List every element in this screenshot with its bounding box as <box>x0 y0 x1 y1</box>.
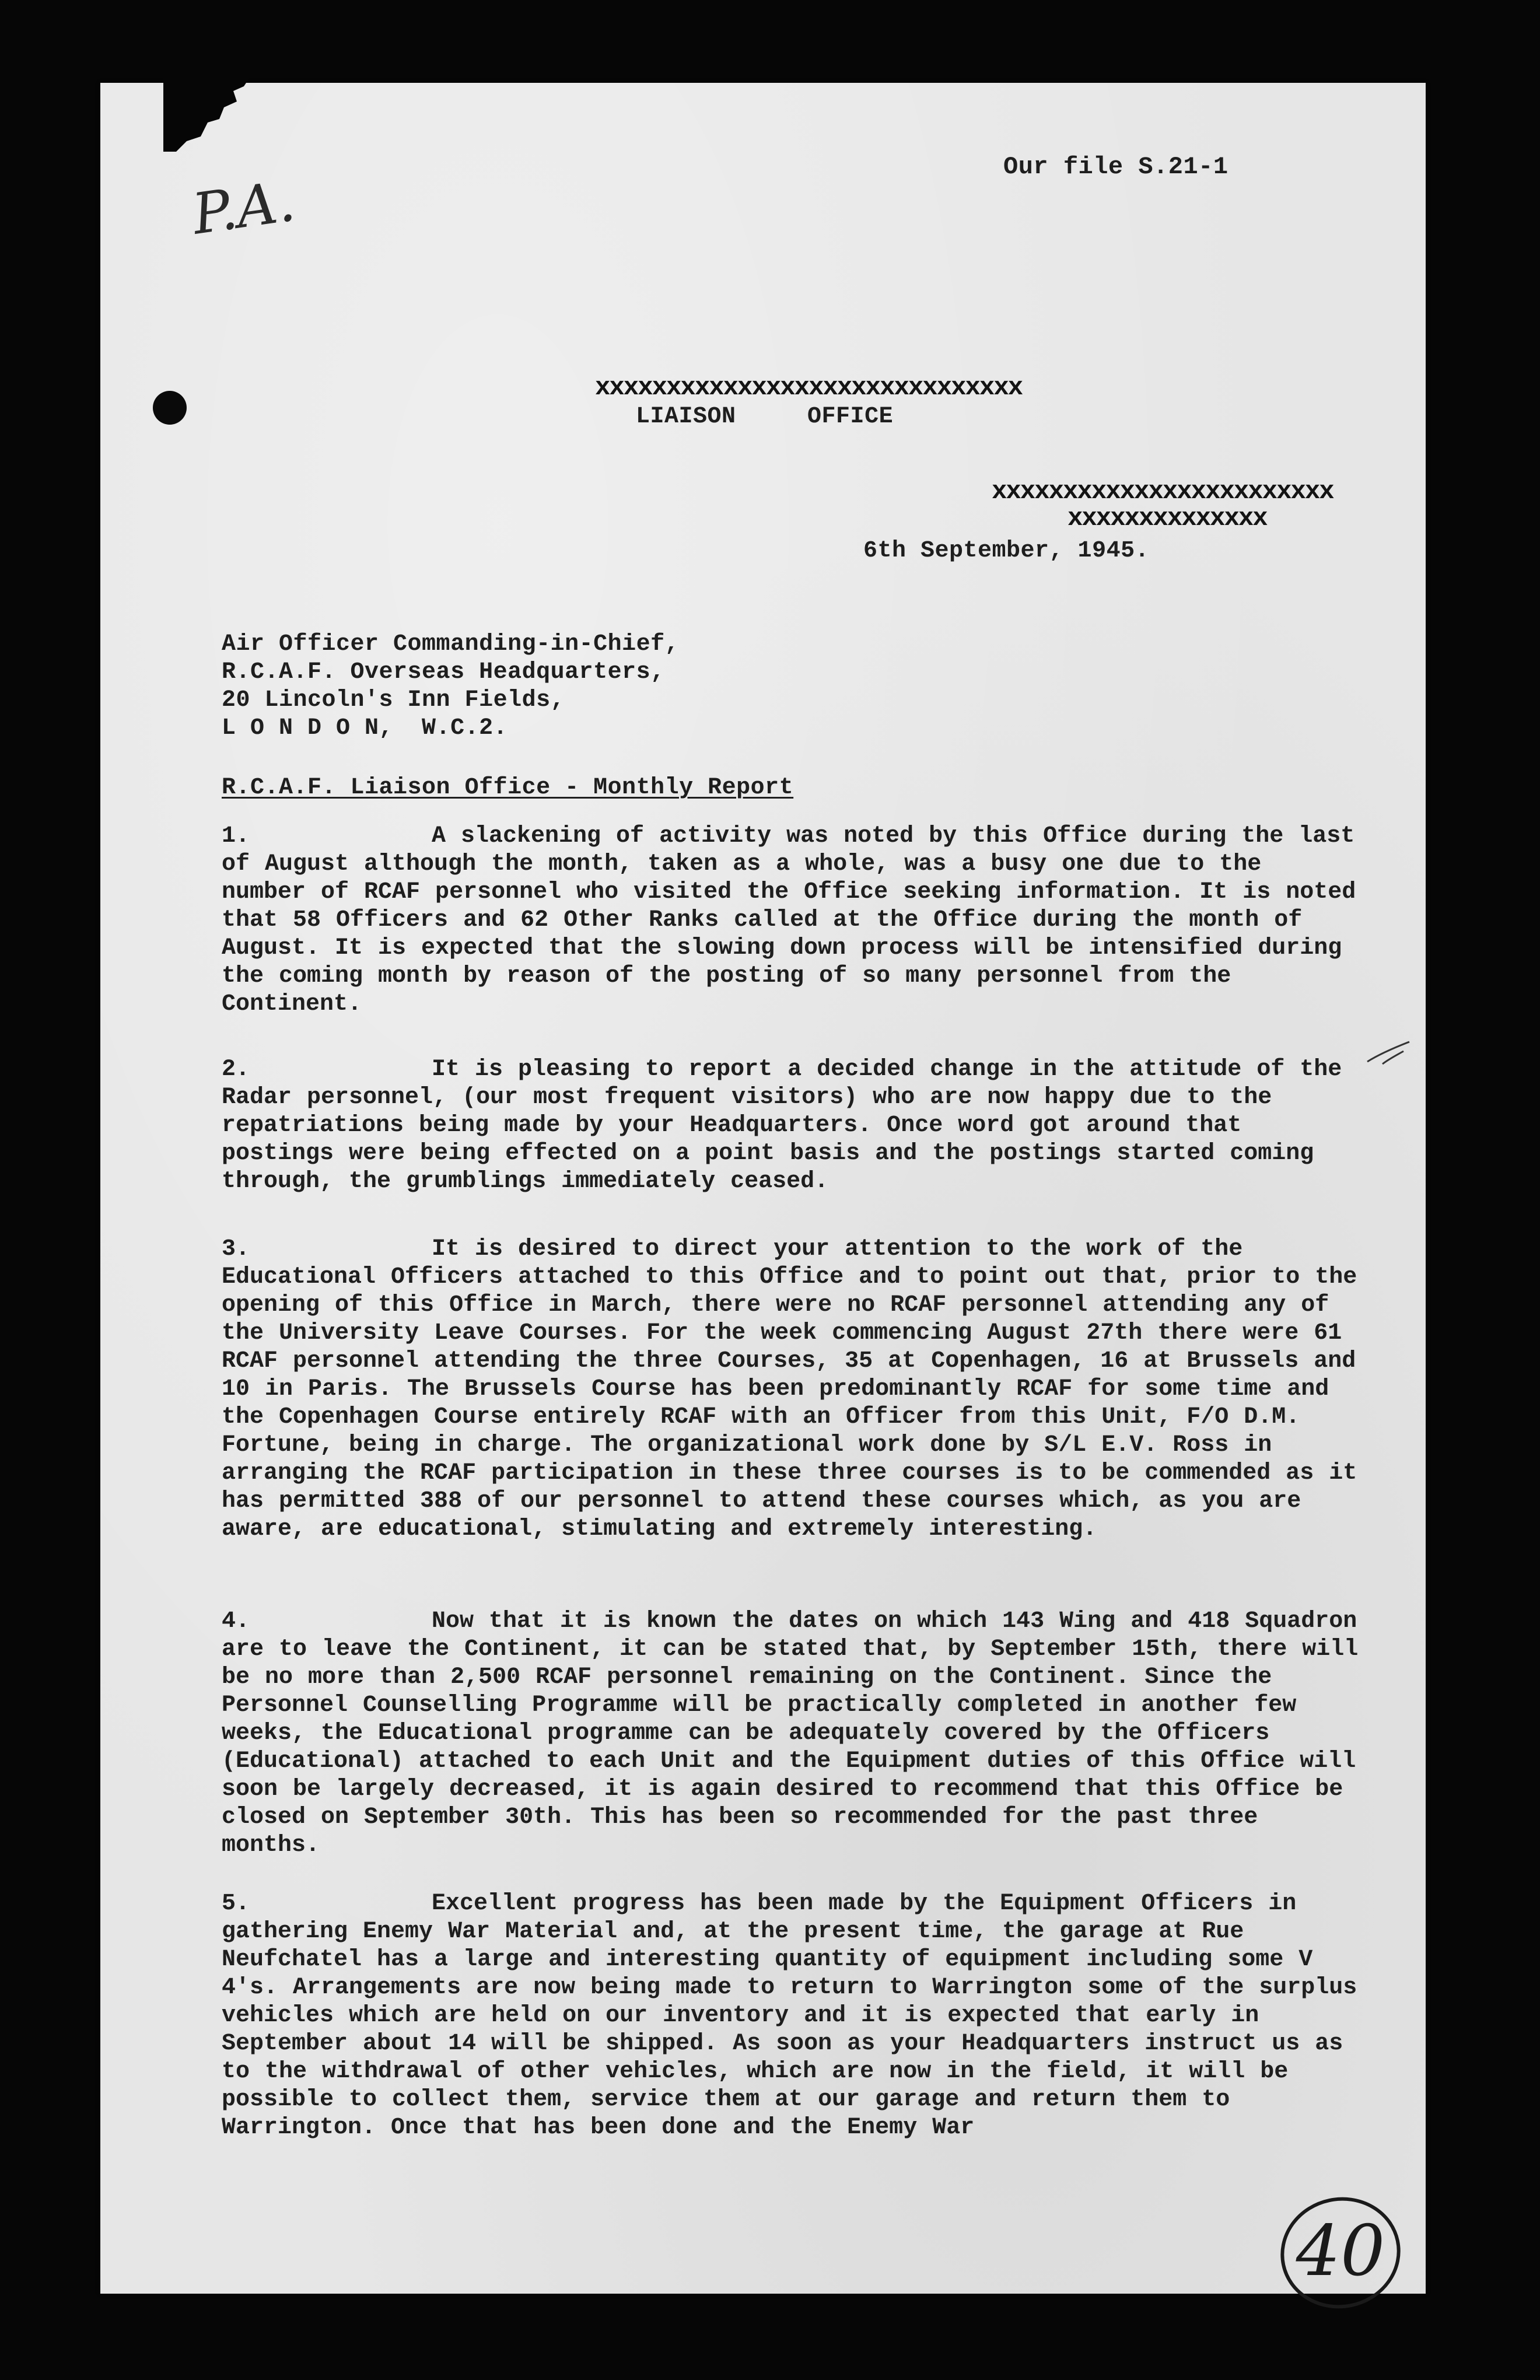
paragraph-text: Now that it is known the dates on which 143 Wing and 418 Squadron are to leave the Continent, it can be stated that, by September 15th, there will be no more than 2,500 RCAF personnel remaining on the Continent. Since the Personnel Counselling Programme will be practically completed in another few weeks, the Educational programme can be adequately covered by the Officers (Educational) attached to each Unit and the Equipment duties of this Office will soon be largely decreased, it is again desired to recommend that this Office be closed on September 30th. This has been so recommended for the past three months. <box>222 1608 1359 1859</box>
paragraph-4 <box>222 1608 1359 1860</box>
address-line: L O N D O N, W.C.2. <box>222 715 508 741</box>
paragraph-number: 3. <box>222 1236 250 1262</box>
handwritten-initials: P.A. <box>188 168 299 247</box>
paragraph-text: A slackening of activity was noted by this Office during the last of August although the month, taken as a whole, was a busy one due to the number of RCAF personnel who visited the Office seeking information. It is noted that 58 Officers and 62 Other Ranks called at the Office during the month of August. It is expected that the slowing down process will be intensified during the coming month by reason of the posting of so many personnel from the Continent. <box>222 823 1356 1017</box>
torn-corner <box>163 76 251 152</box>
paragraph-text: It is desired to direct your attention to the work of the Educational Officers attached to this Office and to point out that, prior to the opening of this Office in March, there were no RCAF personnel attending any of the University Leave Courses. For the week commencing August 27th there were 61 RCAF personnel attending the three Courses, 35 at Copenhagen, 16 at Brussels and 10 in Paris. The Brussels Course has been predominantly RCAF for some time and the Copenhagen Course entirely RCAF with an Officer from this Unit, F/O D.M. Fortune, being in charge. The organizational work done by S/L E.V. Ross in arranging the RCAF participation in these three courses is to be commended as it has permitted 388 of our personnel to attend these courses which, as you are aware, are educational, stimulating and extremely interesting. <box>222 1236 1357 1542</box>
paragraph-number: 1. <box>222 823 250 849</box>
paragraph-number: 4. <box>222 1608 250 1634</box>
struck-out-line-2: xxxxxxxxxxxxxx <box>1068 504 1267 533</box>
paragraph-3 <box>222 1236 1359 1544</box>
file-reference: Our file S.21-1 <box>1003 153 1228 181</box>
struck-out-heading: xxxxxxxxxxxxxxxxxxxxxxxxxxxxxx <box>595 373 1023 402</box>
page-number-text: 40 <box>1296 2211 1385 2292</box>
subject-line: R.C.A.F. Liaison Office - Monthly Report <box>222 775 794 801</box>
letter-date: 6th September, 1945. <box>863 538 1150 564</box>
paragraph-2 <box>222 1056 1359 1196</box>
paragraph-1 <box>222 822 1359 1019</box>
address-line: Air Officer Commanding-in-Chief, <box>222 631 680 657</box>
paragraph-text: It is pleasing to report a decided change in the attitude of the Radar personnel, (our most frequent visitors) who are now happy due to the repatriations being made by your Headquarters. Once word got around that postings were being effected on a point basis and the postings started coming through, the grumblings immediately ceased. <box>222 1056 1342 1195</box>
margin-tick-mark <box>1365 1038 1412 1068</box>
address-line: R.C.A.F. Overseas Headquarters, <box>222 659 665 685</box>
paragraph-5 <box>222 1890 1359 2142</box>
paragraph-number: 2. <box>222 1056 250 1083</box>
address-line: 20 Lincoln's Inn Fields, <box>222 687 565 713</box>
struck-out-line-1: xxxxxxxxxxxxxxxxxxxxxxxx <box>992 477 1334 506</box>
office-title: LIAISON OFFICE <box>636 404 894 430</box>
circled-page-number <box>1272 2188 1412 2316</box>
punch-hole <box>153 391 187 425</box>
paragraph-text: Excellent progress has been made by the Equipment Officers in gathering Enemy War Material and, at the present time, the garage at Rue Neufchatel has a large and interesting quantity of equipment including some V 4's. Arrangements are now being made to return to Warrington some of the surplus vehicles which are held on our inventory and it is expected that early in September about 14 will be shipped. As soon as your Headquarters instruct us as to the withdrawal of other vehicles, which are now in the field, it will be possible to collect them, service them at our garage and return them to Warrington. Once that has been done and the Enemy War <box>222 1891 1357 2141</box>
paragraph-number: 5. <box>222 1891 250 1917</box>
